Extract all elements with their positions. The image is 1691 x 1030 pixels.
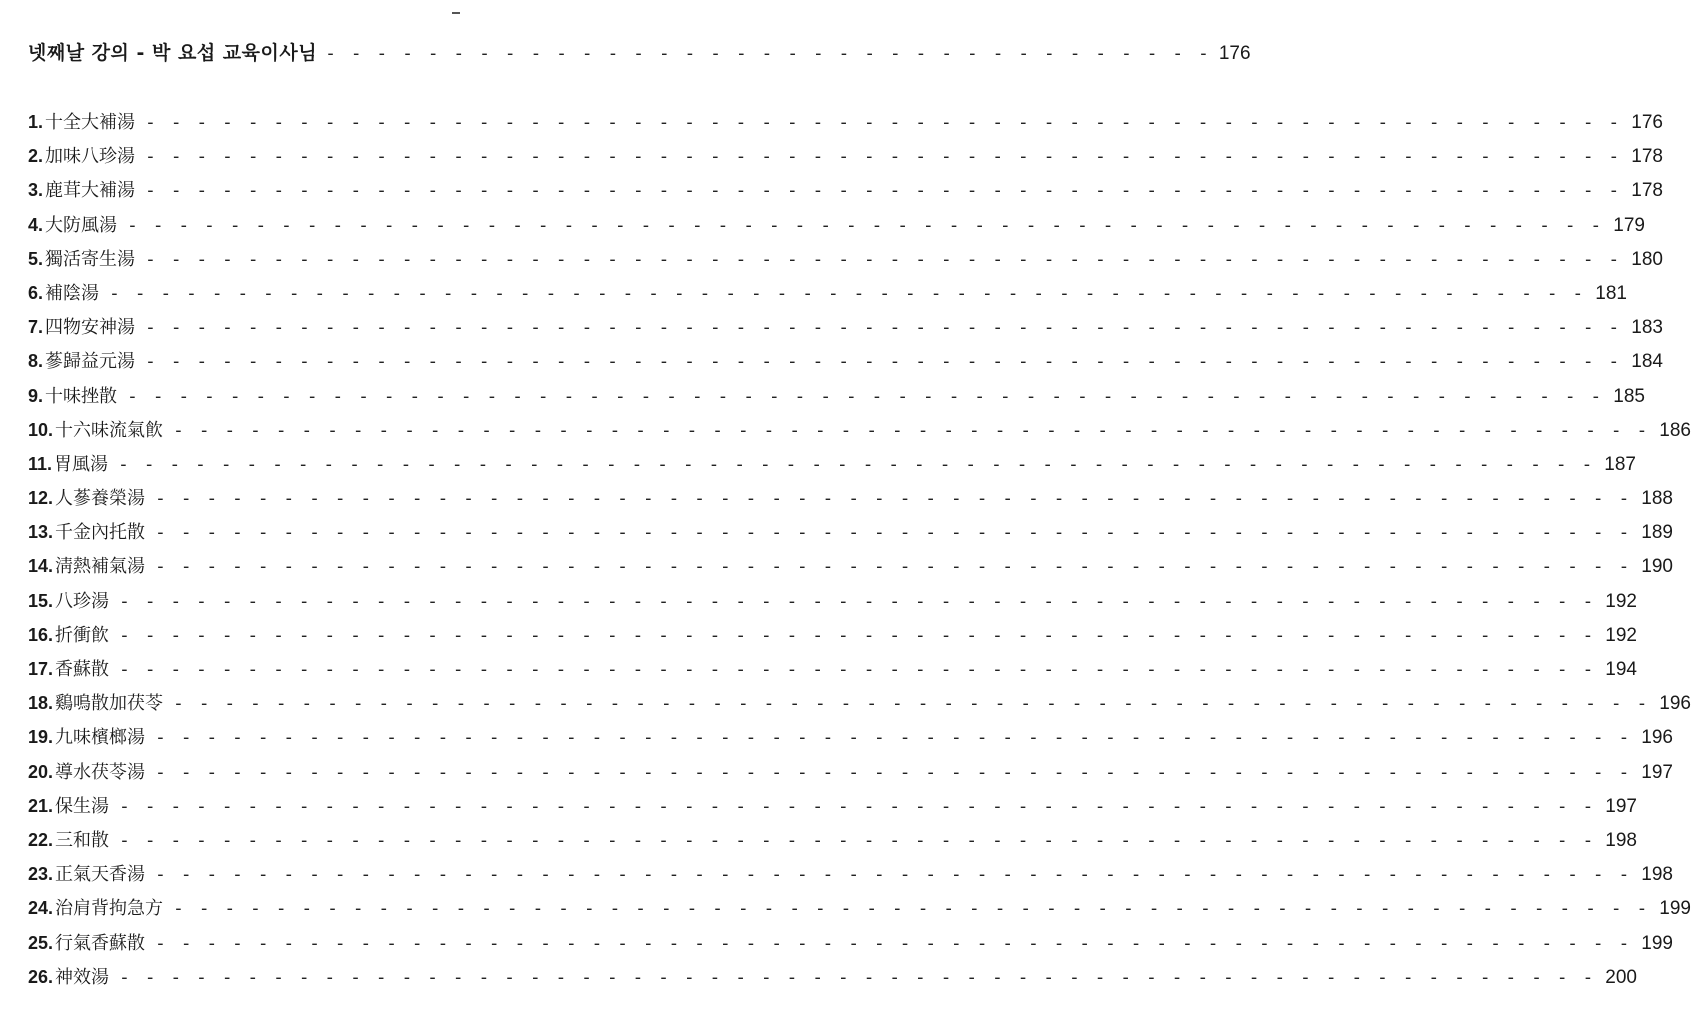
entry-leader-dots: - - - - - - - - - - - - - - - - - - - - - - - - - - - - - - - - - - - - - - - - - - - - - - - - - - - - - - - - - - [155, 727, 1632, 749]
entry-title: 鷄鳴散加茯苓 [55, 693, 164, 715]
toc-entry [28, 860, 1673, 894]
entry-title: 保生湯 [55, 795, 110, 817]
entry-number: 15. [28, 590, 54, 611]
entry-page-number: 192 [1605, 590, 1637, 612]
toc-entry [28, 689, 1691, 723]
entry-number: 6. [28, 282, 44, 303]
entry-leader-dots: - - - - - - - - - - - - - - - - - - - - - - - - - - - - - - - - - - - - - - - - - - - - - - - - - - - - - - - - - - [145, 317, 1622, 339]
entry-title: 香蘇散 [55, 659, 110, 680]
toc-entry [28, 792, 1637, 826]
entry-page-number: 189 [1641, 522, 1673, 544]
section-title: 넷째날 강의 - 박 요섭 교육이사님 [28, 42, 318, 64]
entry-page-number: 198 [1605, 829, 1637, 851]
entry-page-number: 178 [1631, 180, 1663, 202]
entry-title: 十六味流氣飮 [55, 419, 164, 441]
entry-page-number: 184 [1631, 351, 1663, 373]
entry-title: 補陰湯 [45, 282, 100, 304]
toc-entry [28, 450, 1636, 484]
toc-entry [28, 382, 1645, 416]
toc-entry [28, 416, 1691, 450]
entry-number: 18. [28, 693, 54, 714]
entry-number: 12. [28, 488, 54, 509]
entry-title: 行氣香蘇散 [55, 932, 146, 954]
entry-title: 治肩背拘急方 [55, 898, 164, 920]
entry-title: 八珍湯 [55, 590, 110, 612]
entry-title: 加味八珍湯 [45, 146, 136, 168]
entry-leader-dots: - - - - - - - - - - - - - - - - - - - - - - - - - - - - - - - - - - - - - - - - - - - - - - - - - - - - - - - - - - [155, 761, 1632, 783]
entry-title: 蔘歸益元湯 [45, 351, 136, 373]
entry-title: 三和散 [55, 829, 110, 851]
entry-title: 折衝飮 [55, 624, 110, 646]
toc-entry [28, 758, 1673, 792]
section-heading [28, 38, 1251, 68]
entry-page-number: 183 [1631, 317, 1663, 339]
entry-leader-dots: - - - - - - - - - - - - - - - - - - - - - - - - - - - - - - - - - - - - - - - - - - - - - - - - - - - - - - - - - - [119, 659, 1596, 680]
entry-page-number: 178 [1631, 146, 1663, 168]
entry-leader-dots: - - - - - - - - - - - - - - - - - - - - - - - - - - - - - - - - - - - - - - - - - - - - - - - - - - - - - - - - - - [127, 214, 1604, 236]
entry-title: 人蔘養榮湯 [55, 488, 146, 510]
entry-page-number: 192 [1605, 624, 1637, 646]
entry-number: 1. [28, 112, 44, 132]
entry-leader-dots: - - - - - - - - - - - - - - - - - - - - - - - - - - - - - - - - - - - - - - - - - - - - - - - - - - - - - - - - - - [173, 419, 1650, 441]
toc-entry [28, 142, 1663, 176]
entry-number: 3. [28, 180, 44, 201]
entry-number: 20. [28, 761, 54, 782]
entry-number: 21. [28, 795, 54, 816]
entry-page-number: 180 [1631, 248, 1663, 270]
entry-leader-dots: - - - - - - - - - - - - - - - - - - - - - - - - - - - - - - - - - - - - - - - - - - - - - - - - - - - - - - - - - - [119, 966, 1596, 988]
entry-leader-dots: - - - - - - - - - - - - - - - - - - - - - - - - - - - - - - - - - - - - - - - - - - - - - - - - - - - - - - - - - - [155, 932, 1632, 954]
entry-number: 24. [28, 898, 54, 919]
entry-number: 4. [28, 214, 44, 235]
entry-page-number: 196 [1659, 693, 1691, 715]
entry-leader-dots: - - - - - - - - - - - - - - - - - - - - - - - - - - - - - - - - - - - - - - - - - - - - - - - - - - - - - - - - - - [119, 795, 1596, 817]
entry-page-number: 194 [1605, 659, 1637, 680]
entry-page-number: 199 [1641, 932, 1673, 954]
entry-title: 導水茯苓湯 [55, 761, 146, 783]
entry-number: 22. [28, 829, 54, 850]
entry-page-number: 176 [1631, 112, 1663, 133]
entry-page-number: 186 [1659, 419, 1691, 441]
entry-title: 四物安神湯 [45, 317, 136, 339]
entry-leader-dots: - - - - - - - - - - - - - - - - - - - - - - - - - - - - - - - - - - - - - - - - - - - - - - - - - - - - - - - - - - [155, 522, 1632, 544]
entry-title: 十味挫散 [45, 385, 118, 407]
entry-number: 25. [28, 932, 54, 953]
toc-entry [28, 313, 1663, 347]
entry-page-number: 198 [1641, 864, 1673, 886]
entry-page-number: 187 [1604, 453, 1636, 475]
entry-title: 十全大補湯 [45, 112, 136, 133]
entry-number: 19. [28, 727, 54, 748]
entry-page-number: 179 [1613, 214, 1645, 236]
entry-title: 千金內托散 [55, 522, 146, 544]
entry-title: 大防風湯 [45, 214, 118, 236]
entry-page-number: 188 [1641, 488, 1673, 510]
entry-leader-dots: - - - - - - - - - - - - - - - - - - - - - - - - - - - - - - - - - - - - - - - - - - - - - - - - - - - - - - - - - - [145, 248, 1622, 270]
entry-page-number: 197 [1605, 795, 1637, 817]
entry-leader-dots: - - - - - - - - - - - - - - - - - - - - - - - - - - - - - - - - - - - - - - - - - - - - - - - - - - - - - - - - - - [145, 112, 1622, 133]
entry-number: 13. [28, 522, 54, 543]
entry-number: 7. [28, 317, 44, 338]
entry-title: 胃風湯 [54, 453, 109, 475]
entry-leader-dots: - - - - - - - - - - - - - - - - - - - - - - - - - - - - - - - - - - - - - - - - - - - - - - - - - - - - - - - - - - [173, 693, 1650, 715]
entry-number: 8. [28, 351, 44, 372]
entry-page-number: 200 [1605, 966, 1637, 988]
entry-number: 16. [28, 624, 54, 645]
entry-number: 11. [28, 453, 53, 474]
entry-title: 九味檳榔湯 [55, 727, 146, 749]
entry-page-number: 181 [1595, 282, 1627, 304]
entry-leader-dots: - - - - - - - - - - - - - - - - - - - - - - - - - - - - - - - - - - - - - - - - - - - - - - - - - - - - - - - - - - [118, 453, 1595, 475]
entry-leader-dots: - - - - - - - - - - - - - - - - - - - - - - - - - - - - - - - - - - - - - - - - - - - - - - - - - - - - - - - - - - [119, 590, 1596, 612]
entry-page-number: 190 [1641, 556, 1673, 578]
section-page-number: 176 [1218, 43, 1251, 64]
entry-leader-dots: - - - - - - - - - - - - - - - - - - - - - - - - - - - - - - - - - - - - - - - - - - - - - - - - - - - - - - - - - - [127, 385, 1604, 407]
toc-entry [28, 484, 1673, 518]
entry-leader-dots: - - - - - - - - - - - - - - - - - - - - - - - - - - - - - - - - - - - - - - - - - - - - - - - - - - - - - - - - - - [145, 146, 1622, 168]
toc-list [28, 108, 1691, 997]
entry-leader-dots: - - - - - - - - - - - - - - - - - - - - - - - - - - - - - - - - - - - - - - - - - - - - - - - - - - - - - - - - - - [155, 864, 1632, 886]
toc-entry [28, 211, 1645, 245]
entry-title: 正氣天香湯 [55, 864, 146, 886]
heading-leader-dots: - - - - - - - - - - - - - - - - - - - - - - - - - - - - - - - - - - - [325, 43, 1211, 64]
entry-number: 5. [28, 248, 44, 269]
entry-title: 淸熱補氣湯 [55, 556, 146, 578]
entry-page-number: 185 [1613, 385, 1645, 407]
entry-page-number: 199 [1659, 898, 1691, 920]
entry-number: 17. [28, 659, 54, 679]
entry-page-number: 196 [1641, 727, 1673, 749]
toc-entry [28, 723, 1673, 757]
entry-number: 10. [28, 419, 54, 440]
entry-number: 9. [28, 385, 44, 406]
toc-entry [28, 108, 1663, 142]
scan-speck [452, 12, 460, 14]
entry-leader-dots: - - - - - - - - - - - - - - - - - - - - - - - - - - - - - - - - - - - - - - - - - - - - - - - - - - - - - - - - - - [119, 624, 1596, 646]
toc-entry [28, 518, 1673, 552]
toc-entry [28, 176, 1663, 210]
entry-leader-dots: - - - - - - - - - - - - - - - - - - - - - - - - - - - - - - - - - - - - - - - - - - - - - - - - - - - - - - - - - - [155, 488, 1632, 510]
entry-title: 獨活寄生湯 [45, 248, 136, 270]
entry-leader-dots: - - - - - - - - - - - - - - - - - - - - - - - - - - - - - - - - - - - - - - - - - - - - - - - - - - - - - - - - - - [119, 829, 1596, 851]
entry-page-number: 197 [1641, 761, 1673, 783]
toc-entry [28, 929, 1673, 963]
entry-leader-dots: - - - - - - - - - - - - - - - - - - - - - - - - - - - - - - - - - - - - - - - - - - - - - - - - - - - - - - - - - - [109, 282, 1586, 304]
entry-number: 2. [28, 146, 44, 167]
entry-number: 23. [28, 864, 54, 885]
entry-number: 26. [28, 966, 54, 987]
toc-entry [28, 552, 1673, 586]
toc-entry [28, 826, 1637, 860]
toc-entry [28, 587, 1637, 621]
toc-entry [28, 655, 1637, 689]
entry-number: 14. [28, 556, 54, 577]
toc-entry [28, 245, 1663, 279]
entry-leader-dots: - - - - - - - - - - - - - - - - - - - - - - - - - - - - - - - - - - - - - - - - - - - - - - - - - - - - - - - - - - [145, 180, 1622, 202]
entry-title: 神效湯 [55, 966, 110, 988]
toc-entry [28, 621, 1637, 655]
entry-title: 鹿茸大補湯 [45, 180, 136, 202]
toc-entry [28, 894, 1691, 928]
entry-leader-dots: - - - - - - - - - - - - - - - - - - - - - - - - - - - - - - - - - - - - - - - - - - - - - - - - - - - - - - - - - - [173, 898, 1650, 920]
entry-leader-dots: - - - - - - - - - - - - - - - - - - - - - - - - - - - - - - - - - - - - - - - - - - - - - - - - - - - - - - - - - - [155, 556, 1632, 578]
entry-leader-dots: - - - - - - - - - - - - - - - - - - - - - - - - - - - - - - - - - - - - - - - - - - - - - - - - - - - - - - - - - - [145, 351, 1622, 373]
toc-entry [28, 347, 1663, 381]
toc-entry [28, 279, 1627, 313]
toc-entry [28, 963, 1637, 997]
